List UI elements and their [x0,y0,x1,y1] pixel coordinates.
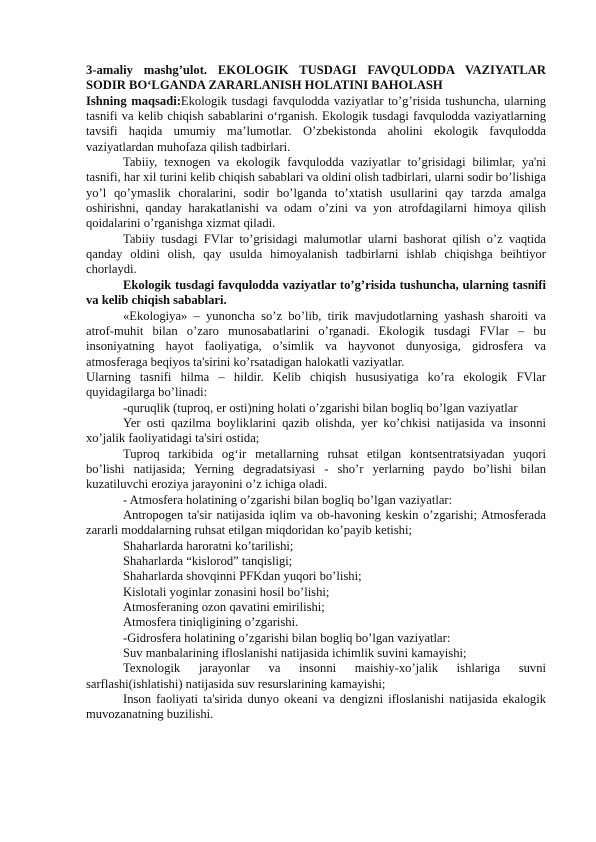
aim-paragraph [86,94,546,155]
section-heading: Ekologik tusdagi favqulodda vaziyatlar to’g’risida tushuncha, ularning tasnifi va kelib chiqish sabablari. [86,277,546,308]
paragraph-9: Texnologik jarayonlar va insonni maishiy-xo’jalik ishlariga suvni sarflashi(ishlatishi) natijasida suv resurslarining kamayishi; [86,661,546,691]
list-item: Suv manbalarining ifloslanishi natijasida ichimlik suvini kamayishi; [123,646,467,661]
paragraph-4: -quruqlik (tuproq, er osti)ning holati o’zgarishi bilan bogliq bo’lgan vaziyatlar [123,400,518,415]
document-title: 3-amaliy mashg’ulot. EKOLOGIK TUSDAGI FAVQULODDA VAZIYATLAR SODIR BO‘LGANDA ZARARLANISH HOLATINI BAHOLASH [86,63,546,93]
paragraph-2: Tabiiy tusdagi FVlar to’grisidagi malumotlar ularni bashorat qilish o’z vaqtida qanday oldini olish, qay usulda himoyalanish tadbirlarni ishlab chiqishga beihtiyor chorlaydi. [86,231,546,277]
aim-label: Ishning maqsadi: [86,93,181,108]
list-item: -Gidrosfera holatining o’zgarishi bilan bogliq bo’lgan vaziyatlar: [123,630,451,645]
list-item: Shaharlarda haroratni ko’tarilishi; [123,538,294,553]
paragraph-6: Tuproq tarkibida og‘ir metallarning ruhsat etilgan kontsentratsiyadan yuqori bo’lishi natijasida; Yerning degradatsiyasi - sho’r yerlarning paydo bo’lishi bilan kuzatiluvchi eroziya jarayonini o’z ichiga oladi. [86,446,546,492]
paragraph-5: Yer osti qazilma boyliklarini qazib olishda, yer ko’chkisi natijasida va insonni xo’jalik faoliyatidagi ta'siri ostida; [86,415,546,446]
paragraph-8: Antropogen ta'sir natijasida iqlim va ob-havoning keskin o’zgarishi; Atmosferada zararli moddalarning ruhsat etilgan miqdoridan ko’payib ketishi; [86,507,546,538]
aim-text: Ekologik tusdagi favqulodda vaziyatlar to’g’risida tushuncha, ularning tasnifi va kelib chiqish sabablarini o‘rganish. Ekologik tusdagi favqulodda vaziyatlarning tavsifi haqida umumiy ma’lumotlar. O’zbekistonda aholini ekologik favqulodda vaziyatlardan muhofaza qilish tadbirlari. [86,93,546,154]
list-item: Shaharlarda shovqinni PFKdan yuqori bo’lishi; [123,569,362,584]
paragraph-1: Tabiiy, texnogen va ekologik favqulodda vaziyatlar to’grisidagi bilimlar, ya'ni tasnifi, har xil turini kelib chiqish sabablari va oldini olish tadbirlari, ularni sodir bo’lishiga yo’l qo’ymaslik choralarini, sodir bo’lganda to’xtatish usullarini qay tarzda amalga oshirishni, qanday harakatlanishi va odam o’zini va yon atrofdagilarni himoya qilish qoidalarini o’rganishga xizmat qiladi. [86,155,546,231]
paragraph-3: «Ekologiya» – yunoncha so’z bo’lib, tirik mavjudotlarning yashash sharoiti va atrof-muhit bilan o’zaro munosabatlarini o’rganadi. Ekologik tusdagi FVlar – bu insoniyatning hayot faoliyatiga, o’simlik va hayvonot dunyosiga, gidrosfera va atmosferaga beqiyos ta'sirini ko’rsatadigan halokatli vaziyatlar. [86,308,546,369]
list-item: Kislotali yoginlar zonasini hosil bo’lishi; [123,584,330,599]
paragraph-10: Inson faoliyati ta'sirida dunyo okeani va dengizni ifloslanishi natijasida ekalogik muvozanatning buzilishi. [86,692,546,722]
list-item: Atmosferaning ozon qavatini emirilishi; [123,600,325,615]
paragraph-3b: Ularning tasnifi hilma – hildir. Kelib chiqish hususiyatiga ko’ra ekologik FVlar quyidagilarga bo’linadi: [86,369,546,400]
list-item: Shaharlarda “kislorod” tanqisligi; [123,554,293,568]
list-item: Atmosfera tiniqligining o’zgarishi. [123,615,299,630]
paragraph-7: - Atmosfera holatining o’zgarishi bilan bogliq bo’lgan vaziyatlar: [123,492,453,507]
